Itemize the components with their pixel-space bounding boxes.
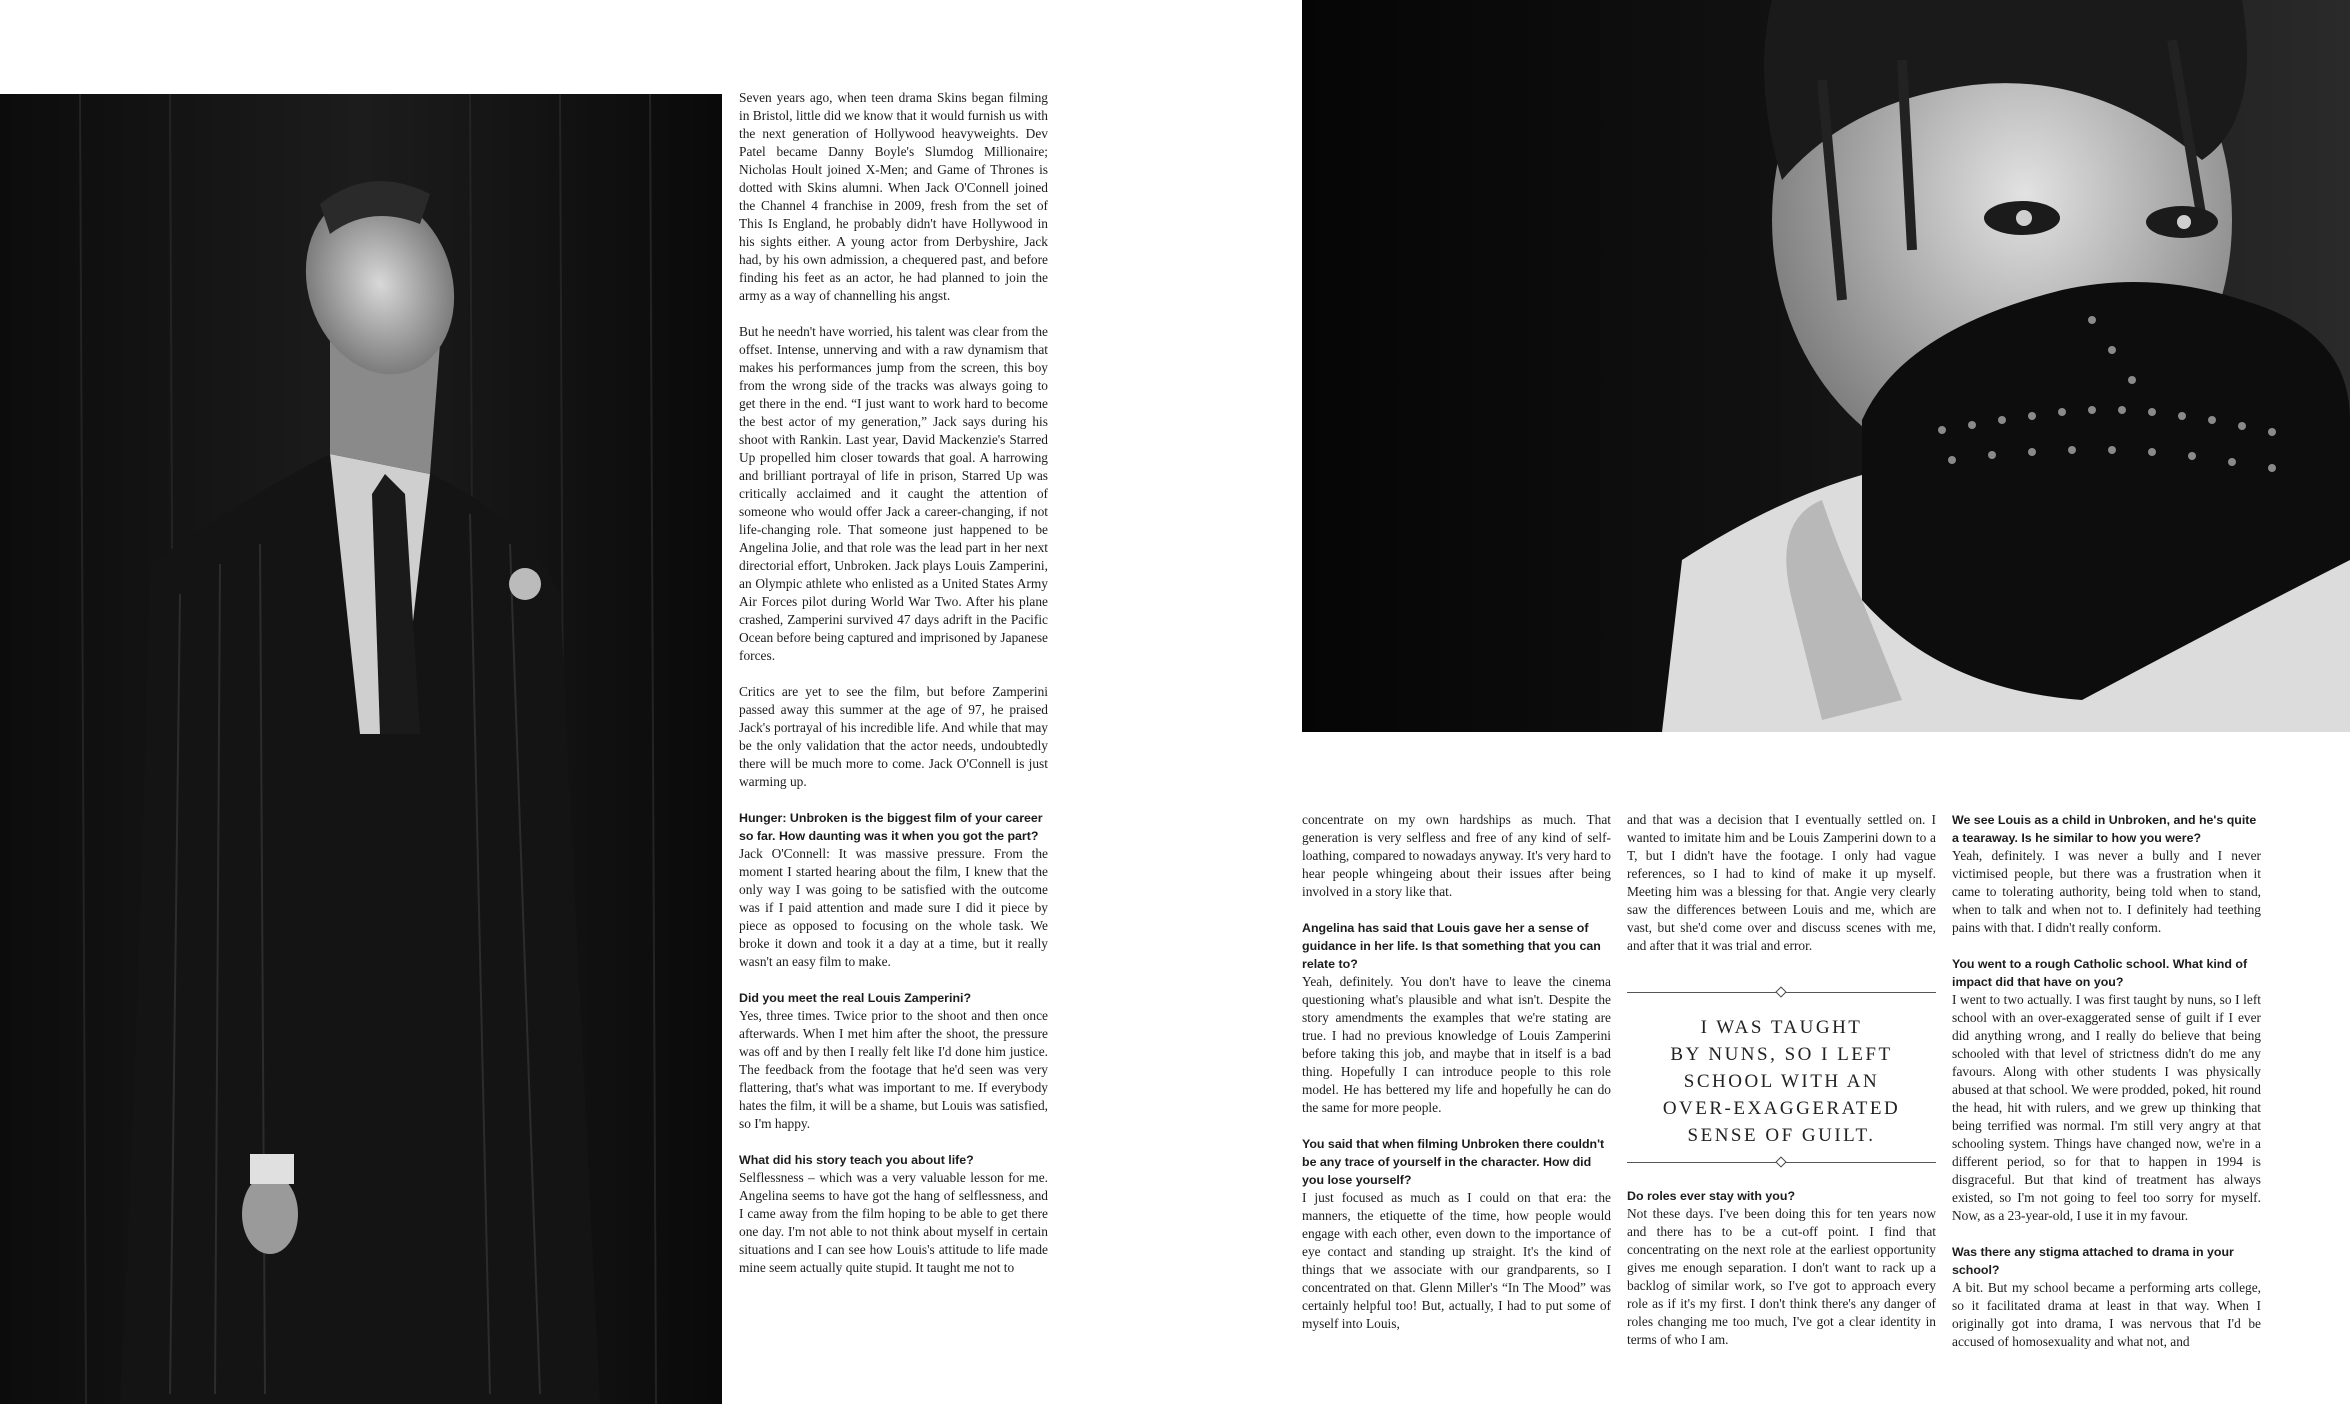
interview-question: You went to a rough Catholic school. What kind of impact did that have on you? bbox=[1952, 957, 2248, 989]
interview-answer: Not these days. I've been doing this for ten years now and there has to be a cut-off point. I find that concentrating on the next role at the earliest opportunity gives me enough separation. I don't want to rack up a backlog of similar work, so I've got to approach every role as if it's my first. I don't think there's any danger of roles changing me too much, I've got a clear identity in terms of who I am. bbox=[1627, 1206, 1936, 1347]
article-column-1 bbox=[739, 89, 1048, 1295]
portrait-photo-suit-graphic bbox=[0, 94, 722, 1404]
portrait-photo-mask-graphic bbox=[1302, 0, 2350, 732]
article-column-4 bbox=[1952, 811, 2261, 1369]
interview-question: Did you meet the real Louis Zamperini? bbox=[739, 991, 972, 1005]
interview-question: Do roles ever stay with you? bbox=[1627, 1189, 1796, 1203]
interview-qa bbox=[1952, 955, 2261, 1225]
interview-qa bbox=[739, 809, 1048, 971]
interview-answer: Yeah, definitely. I was never a bully and I never victimised people, but there was a frustration when it came to tolerating authority, being told when to stand, when to talk and when not to. I definitely had teething pains with that. I didn't really conform. bbox=[1952, 848, 2261, 935]
interview-answer: Yeah, definitely. You don't have to leave the cinema questioning what's plausible and what isn't. Despite the story amendments the examples that we're stating are true. I had no previous knowledge of Louis Zamperini before taking this job, and maybe that in itself is a bad thing. Hopefully I can introduce people to this role model. He has bettered my life and hopefully he can do the same for more people. bbox=[1302, 974, 1611, 1115]
intro-paragraph-2: But he needn't have worried, his talent was clear from the offset. Intense, unnerving and with a raw dynamism that makes his performances jump from the screen, this boy from the wrong side of the tracks was always going to get there in the end. “I just want to work hard to become the best actor of my generation,” Jack says during his shoot with Rankin. Last year, David Mackenzie's Starred Up propelled him closer towards that goal. A harrowing and brilliant portrayal of life in prison, Starred Up was critically acclaimed and it caught the attention of someone who would offer Jack a career-changing, if not life-changing role. That someone just happened to be Angelina Jolie, and that role was the lead part in her next directorial effort, Unbroken. Jack plays Louis Zamperini, an Olympic athlete who enlisted as a United States Army Air Forces pilot during World War Two. After his plane crashed, Zamperini survived 47 days adrift in the Pacific Ocean before being captured and imprisoned by Japanese forces. bbox=[739, 324, 1048, 663]
pull-quote-line: OVER-EXAGGERATED bbox=[1662, 1098, 1901, 1119]
pull-quote-bottom-rule bbox=[1627, 1162, 1936, 1163]
pull-quote-line: BY NUNS, SO I LEFT bbox=[1670, 1044, 1893, 1065]
interview-question: Angelina has said that Louis gave her a sense of guidance in her life. Is that something that you can relate to? bbox=[1302, 921, 1601, 971]
interview-qa bbox=[1302, 1135, 1611, 1333]
interview-qa bbox=[739, 1151, 1048, 1277]
pull-quote-line: SCHOOL WITH AN bbox=[1683, 1071, 1880, 1092]
article-column-2 bbox=[1302, 811, 1611, 1351]
diamond-ornament-icon bbox=[1775, 986, 1786, 997]
interview-answer: Jack O'Connell: It was massive pressure. From the moment I started hearing about the film, I knew that the only way I was going to be satisfied with the outcome was if I paid attention and made sure I did it piece by piece as opposed to focusing on the whole task. We broke it down and took it a day at a time, but it really wasn't an easy film to make. bbox=[739, 846, 1048, 969]
article-column-3 bbox=[1627, 811, 1936, 973]
interview-answer: Selflessness – which was a very valuable lesson for me. Angelina seems to have got the hang of selflessness, and I came away from the film hoping to be able to get there one day. I'm not able to not think about myself in certain situations and I can see how Louis's attitude to life made mine seem actually quite stupid. It taught me not to bbox=[739, 1170, 1048, 1275]
body-paragraph: and that was a decision that I eventually settled on. I wanted to imitate him and be Louis Zamperini down to a T, but I didn't have the footage. I only had vague references, so I had to kind of make it up myself. Meeting him was a blessing for that. Angie very clearly saw the differences between Louis and me, which are vast, but she'd come over and discuss scenes with me, and after that it was trial and error. bbox=[1627, 812, 1936, 953]
interview-qa bbox=[739, 989, 1048, 1133]
intro-paragraph-1: Seven years ago, when teen drama Skins began filming in Bristol, little did we know that it would furnish us with the next generation of Hollywood heavyweights. Dev Patel became Danny Boyle's Slumdog Millionaire; Nicholas Hoult joined X-Men; and Game of Thrones is dotted with Skins alumni. When Jack O'Connell joined the Channel 4 franchise in 2009, fresh from the set of This Is England, he probably didn't have Hollywood in his sights either. A young actor from Derbyshire, Jack had, by his own admission, a chequered past, and before finding his feet as an actor, he had planned to join the army as a way of channelling his angst. bbox=[739, 90, 1048, 303]
diamond-ornament-icon bbox=[1775, 1156, 1786, 1167]
interview-qa bbox=[1302, 919, 1611, 1117]
interview-question: What did his story teach you about life? bbox=[739, 1153, 974, 1167]
article-column-3-continued bbox=[1627, 1187, 1936, 1367]
interview-question: We see Louis as a child in Unbroken, and he's quite a tearaway. Is he similar to how you were? bbox=[1952, 813, 2257, 845]
interview-qa bbox=[1952, 811, 2261, 937]
interview-qa bbox=[1627, 1187, 1936, 1349]
body-paragraph: concentrate on my own hardships as much. That generation is very selfless and free of any kind of self-loathing, compared to nowadays anyway. It's very hard to hear people whingeing about their issues after being involved in a story like that. bbox=[1302, 812, 1611, 899]
pull-quote-top-rule bbox=[1627, 992, 1936, 993]
interview-question: You said that when filming Unbroken there couldn't be any trace of yourself in the character. How did you lose yourself? bbox=[1302, 1137, 1605, 1187]
interview-answer: I just focused as much as I could on that era: the manners, the etiquette of the time, how people would engage with each other, even down to the importance of eye contact and standing up straight. It's the kind of things that we associate with our grandparents, so I concentrated on that. Glenn Miller's “In The Mood” was certainly helpful too! But, actually, I had to put some of myself into Louis, bbox=[1302, 1190, 1611, 1331]
interview-question: Hunger: Unbroken is the biggest film of your career so far. How daunting was it when you got the part? bbox=[739, 811, 1043, 843]
pull-quote bbox=[1627, 990, 1936, 1166]
portrait-photo-suit bbox=[0, 94, 722, 1404]
pull-quote-text bbox=[1627, 1014, 1936, 1149]
interview-qa bbox=[1952, 1243, 2261, 1351]
pull-quote-line: I WAS TAUGHT bbox=[1700, 1017, 1863, 1038]
intro-paragraph-3: Critics are yet to see the film, but before Zamperini passed away this summer at the age of 97, he praised Jack's portrayal of his incredible life. And while that may be the only validation that the actor needs, undoubtedly there will be much more to come. Jack O'Connell is just warming up. bbox=[739, 684, 1048, 789]
interview-question: Was there any stigma attached to drama in your school? bbox=[1952, 1245, 2234, 1277]
portrait-photo-mask bbox=[1302, 0, 2350, 732]
interview-answer: Yes, three times. Twice prior to the shoot and then once afterwards. When I met him after the shoot, the pressure was off and by then I really felt like I'd done him justice. The feedback from the footage that he'd seen was very flattering, that's what was important to me. If everybody hates the film, it will be a shame, but Louis was satisfied, so I'm happy. bbox=[739, 1008, 1048, 1131]
interview-answer: I went to two actually. I was first taught by nuns, so I left school with an over-exaggerated sense of guilt if I ever did anything wrong, and I really do believe that being schooled with that level of strictness didn't do me any favours. Along with other students I was physically abused at that school. We were prodded, poked, hit round the head, hit with rulers, and we grew up thinking that being terrified was normal. I'm still very angry at that schooling system. Things have changed now, we're in a different period, so for that to happen in 1994 is disgraceful. But that kind of treatment has always existed, so I'm not going to feel too sorry for myself. Now, as a 23-year-old, I use it in my favour. bbox=[1952, 992, 2261, 1223]
pull-quote-line: SENSE OF GUILT. bbox=[1687, 1125, 1876, 1146]
interview-answer: A bit. But my school became a performing arts college, so it facilitated drama at least in that way. When I originally got into drama, I was nervous that I'd be accused of homosexuality and what not, and bbox=[1952, 1280, 2261, 1349]
